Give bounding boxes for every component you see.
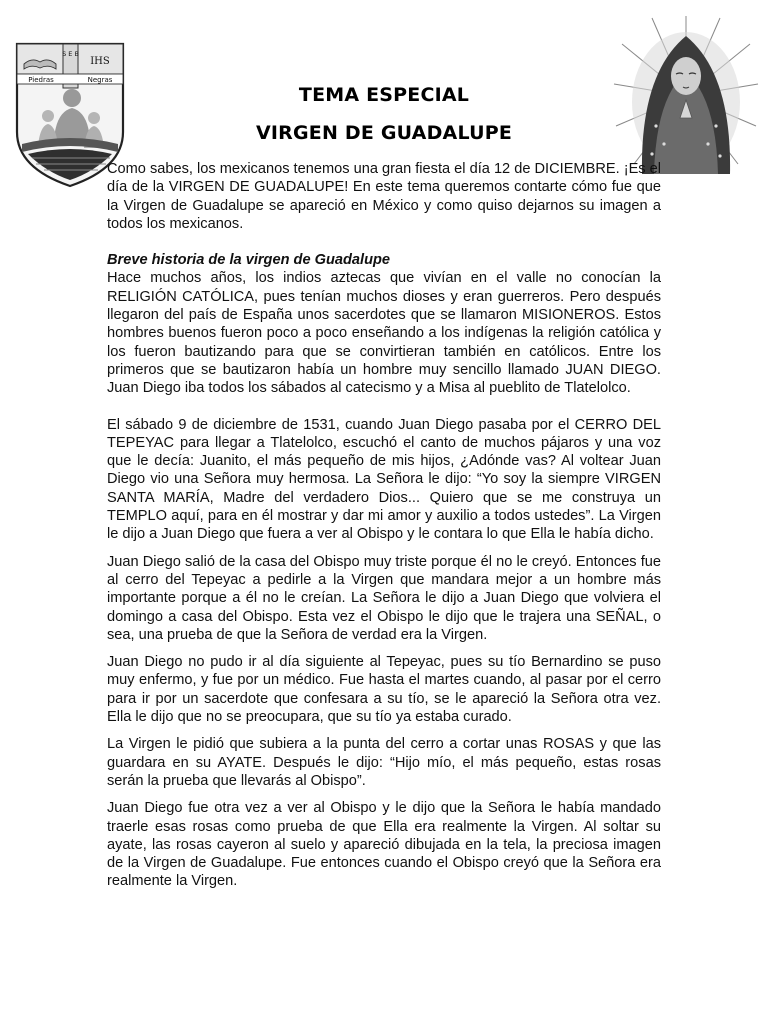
paragraph-uncle-illness: Juan Diego no pudo ir al día siguiente al Tepeyac, pues su tío Bernardino se puso muy enfermo, y fue por un médico. Fue hasta el martes cuando, al pasar por el cerro para ir por un sacerdote que confesara a su tío, se le apareció la Señora otra vez. Ella le dijo que no se preocupara, que su tío ya estaba curado.	[107, 654, 661, 726]
paragraph-history: Hace muchos años, los indios aztecas que vivían en el valle no conocían la RELIGIÓN CATÓLICA, pues tenían muchos dioses y eran guerreros. Pero después llegaron del país de España unos sacerdotes que se llamaron MISIONEROS. Estos hombres buenos fueron poco a poco enseñando a los indígenas la religión católica y los fueron bautizando para que se convirtieran también en católicos. Entre los primeros que se bautizaron había un hombre muy sencillo llamado JUAN DIEGO. Juan Diego iba todos los sábados al catecismo y a Misa al pueblito de Tlatelolco.	[107, 270, 661, 397]
paragraph-first-apparition: El sábado 9 de diciembre de 1531, cuando Juan Diego pasaba por el CERRO DEL TEPEYAC para llegar a Tlatelolco, escuchó el canto de muchos pájaros y una voz que le decía: Juanito, el más pequeño de mis hijos, ¿Adónde vas? Al voltear Juan Diego vio una Señora muy hermosa. La Señora le dijo: “Yo soy la siempre VIRGEN SANTA MARÍA, Madre del verdadero Dios... Quiero que se me construya un TEMPLO aquí, para en él mostrar y dar mi amor y auxilio a todos ustedes”. La Virgen le dijo a Juan Diego que fuera a ver al Obispo y le contara lo que Ella le había dicho.	[107, 416, 661, 543]
intro-paragraph: Como sabes, los mexicanos tenemos una gran fiesta el día 12 de DICIEMBRE. ¡Es el día de la VIRGEN DE GUADALUPE! En este tema queremos contarte cómo fue que la Virgen de Guadalupe se apareció en México y como quiso dejarnos su imagen a todos los mexicanos.	[107, 161, 662, 232]
document-body	[107, 160, 661, 891]
paragraph-miracle: Juan Diego fue otra vez a ver al Obispo y le dijo que la Señora le había mandado traerle esas rosas como prueba de que Ella era realmente la Virgen. Al soltar su ayate, las rosas cayeron al suelo y apareció dibujada en la tela, la preciosa imagen de la Virgen de Guadalupe. Fue entonces cuando el Obispo creyó que la Señora era realmente la Virgen.	[107, 800, 661, 890]
logo-letters: S E B	[62, 50, 79, 58]
paragraph-bishop-doubt: Juan Diego salió de la casa del Obispo muy triste porque él no le creyó. Entonces fue al cerro del Tepeyac a pedirle a la Virgen que mandara mejor a un hombre más importante porque a él no le creían. La Señora le dijo a Juan Diego que volviera el domingo a casa del Obispo. Esta vez el Obispo le dijo que le trajera una SEÑAL, o sea, una prueba de que la Señora de verdad era la Virgen.	[107, 553, 661, 643]
paragraph-roses: La Virgen le pidió que subiera a la punta del cerro a cortar unas ROSAS y que las guardara en su AYATE. Después le dijo: “Hijo mío, el más pequeño, estas rosas serán la prueba que llevarás al Obispo”.	[107, 736, 661, 789]
document-title-line-2: VIRGEN DE GUADALUPE	[255, 122, 513, 144]
logo-monogram: IHS	[90, 56, 110, 67]
document-title-line-1: TEMA ESPECIAL	[298, 84, 470, 106]
section-subheading: Breve historia de la virgen de Guadalupe	[107, 252, 391, 269]
logo-banner-left: Piedras	[28, 76, 54, 84]
logo-banner-right: Negras	[87, 76, 113, 84]
